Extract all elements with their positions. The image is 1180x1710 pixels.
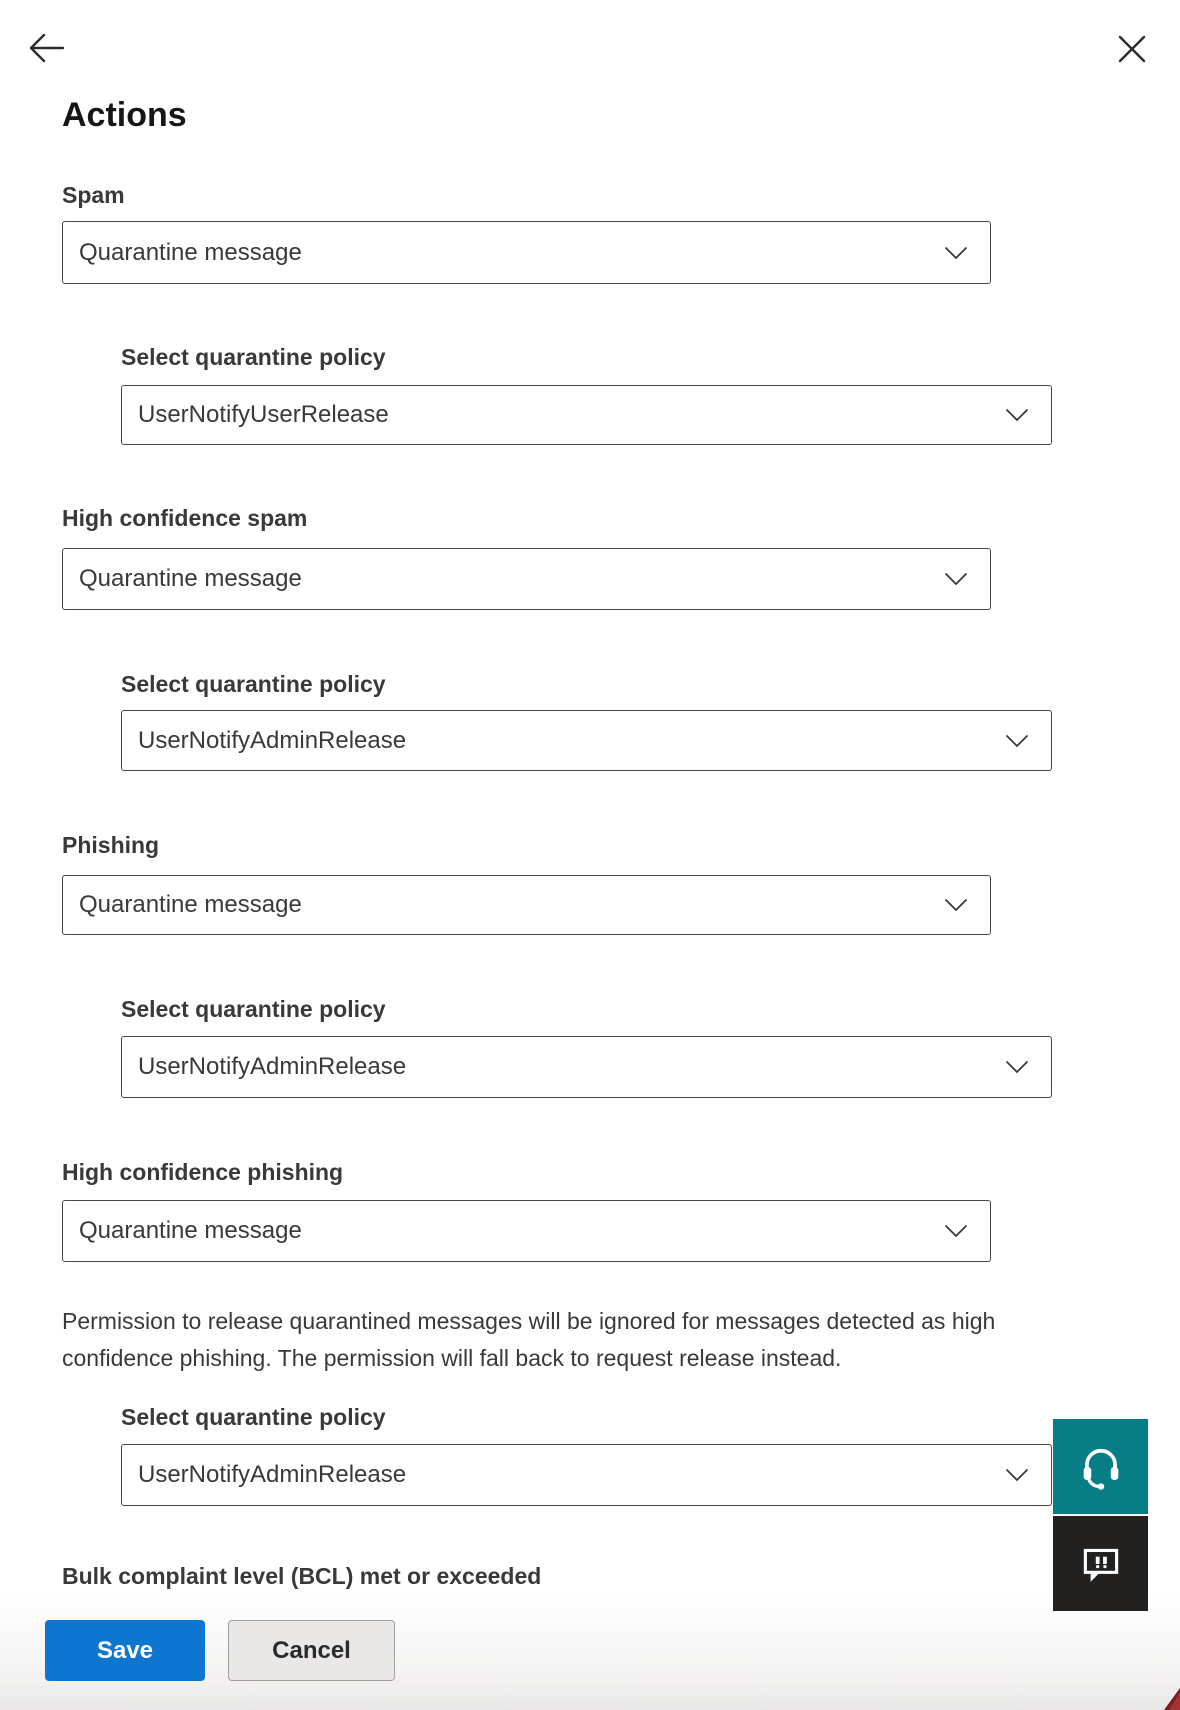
chevron-down-icon bbox=[1005, 734, 1029, 748]
phishing-quarantine-policy-dropdown[interactable] bbox=[121, 1036, 1052, 1098]
chevron-down-icon bbox=[1005, 1468, 1029, 1482]
dropdown-value: UserNotifyAdminRelease bbox=[138, 1053, 407, 1080]
hcp-quarantine-policy-dropdown[interactable] bbox=[121, 1444, 1052, 1506]
spam-label: Spam bbox=[62, 182, 125, 208]
quarantine-policy-label: Select quarantine policy bbox=[121, 671, 386, 697]
chevron-down-icon bbox=[944, 1224, 968, 1238]
high-confidence-phishing-label: High confidence phishing bbox=[62, 1159, 344, 1185]
phishing-label: Phishing bbox=[62, 832, 160, 858]
save-button[interactable]: Save bbox=[45, 1620, 205, 1681]
arrow-left-icon bbox=[27, 33, 65, 63]
page-title: Actions bbox=[62, 96, 187, 134]
dropdown-value: Quarantine message bbox=[79, 565, 302, 592]
chevron-down-icon bbox=[1005, 1060, 1029, 1074]
phishing-action-dropdown[interactable] bbox=[62, 875, 991, 935]
chevron-down-icon bbox=[944, 898, 968, 912]
cancel-button[interactable]: Cancel bbox=[228, 1620, 395, 1681]
dropdown-value: UserNotifyAdminRelease bbox=[138, 726, 407, 754]
high-confidence-phishing-action-dropdown[interactable] bbox=[62, 1200, 991, 1262]
high-confidence-spam-label: High confidence spam bbox=[62, 505, 308, 531]
feedback-button[interactable] bbox=[1053, 1516, 1148, 1611]
dropdown-value: Quarantine message bbox=[79, 1217, 302, 1244]
quarantine-policy-label: Select quarantine policy bbox=[121, 1404, 386, 1430]
chevron-down-icon bbox=[1005, 408, 1029, 422]
bcl-section-label: Bulk complaint level (BCL) met or exceeded bbox=[62, 1565, 542, 1589]
quarantine-policy-label: Select quarantine policy bbox=[121, 344, 386, 370]
back-button[interactable] bbox=[22, 26, 70, 70]
corner-artifact bbox=[1164, 1688, 1180, 1710]
chevron-down-icon bbox=[944, 246, 968, 260]
hcp-permission-note: Permission to release quarantined messages will be ignored for messages detected as high confidence phishing. The permission will fall back to request release instead. bbox=[62, 1308, 996, 1371]
help-button[interactable] bbox=[1053, 1419, 1148, 1514]
chevron-down-icon bbox=[944, 572, 968, 586]
chat-feedback-icon bbox=[1076, 1539, 1126, 1589]
dropdown-value: Quarantine message bbox=[79, 238, 302, 266]
hcs-quarantine-policy-dropdown[interactable] bbox=[121, 710, 1052, 771]
close-icon bbox=[1117, 34, 1147, 64]
headset-icon bbox=[1075, 1441, 1127, 1493]
quarantine-policy-label: Select quarantine policy bbox=[121, 996, 386, 1022]
dropdown-value: Quarantine message bbox=[79, 891, 302, 918]
dropdown-value: UserNotifyAdminRelease bbox=[138, 1461, 407, 1488]
spam-quarantine-policy-dropdown[interactable] bbox=[121, 385, 1052, 445]
dropdown-value: UserNotifyUserRelease bbox=[138, 401, 389, 428]
close-button[interactable] bbox=[1108, 28, 1156, 70]
high-confidence-spam-action-dropdown[interactable] bbox=[62, 548, 991, 610]
spam-action-dropdown[interactable] bbox=[62, 221, 991, 284]
